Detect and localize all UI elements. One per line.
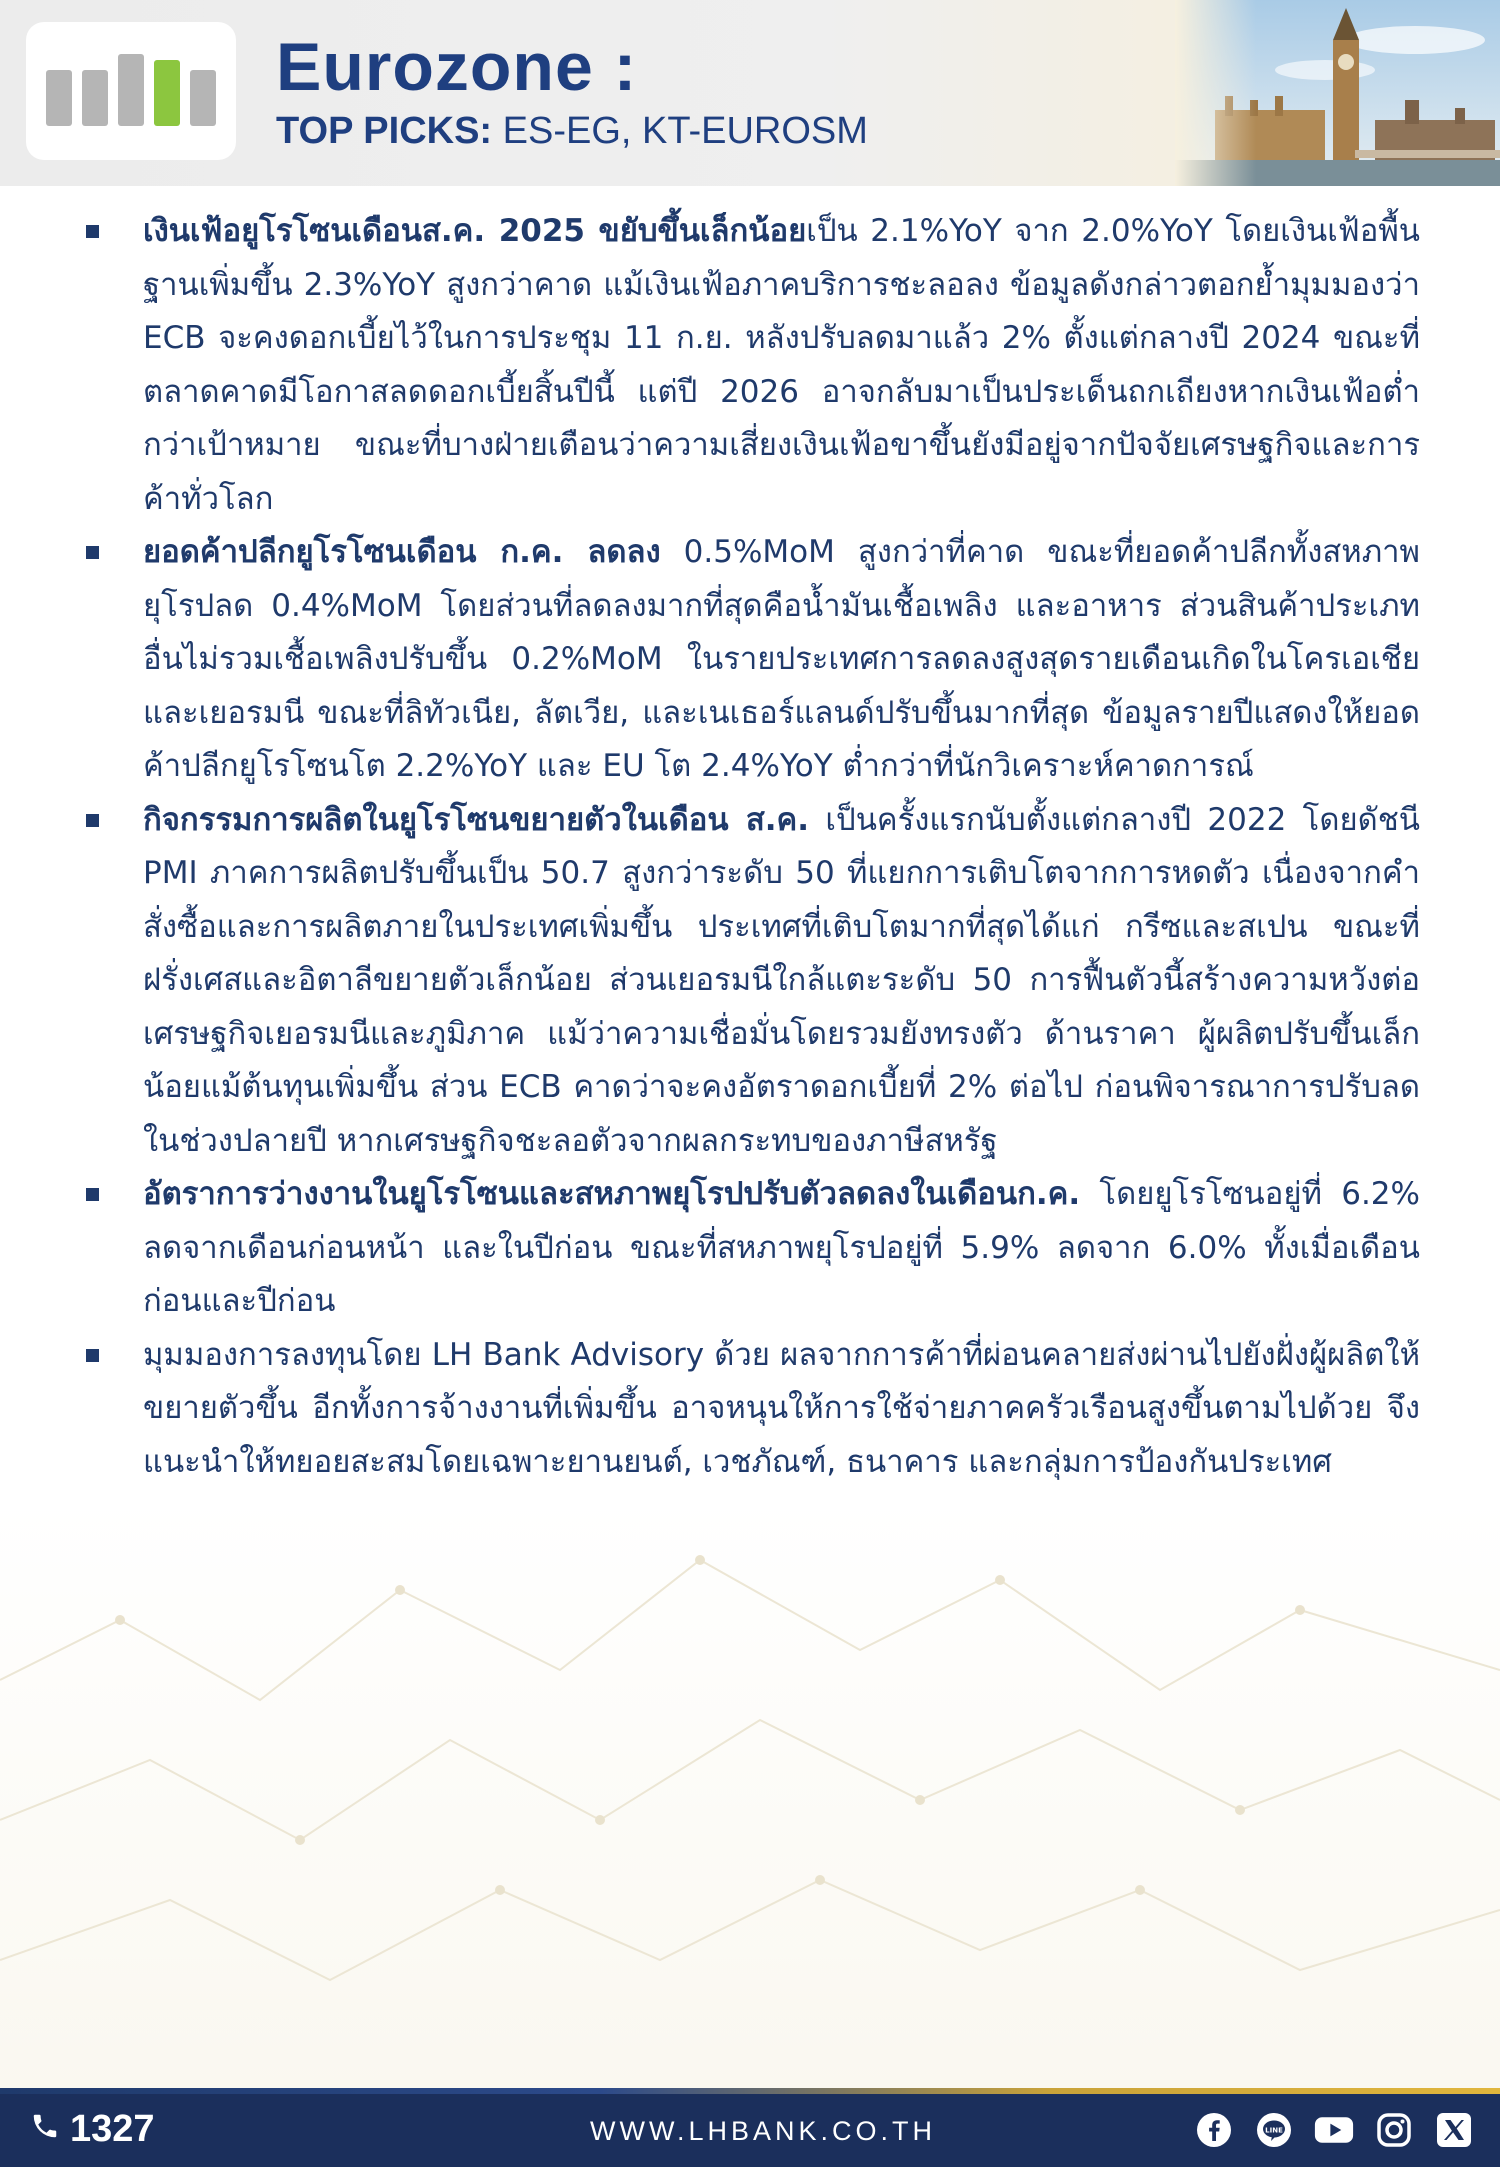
- website-link[interactable]: WWW.LHBANK.CO.TH: [590, 2116, 936, 2146]
- bullet-list: [80, 205, 1420, 1489]
- phone-icon: [30, 2108, 60, 2151]
- bullet-marker: [86, 225, 99, 238]
- bullet-text: 0.5%MoM สูงกว่าที่คาด ขณะที่ยอดค้าปลีกทั้งสหภาพยุโรปลด 0.4%MoM โดยส่วนที่ลดลงมากที่สุดคือน้ำมันเชื้อเพลิง และอาหาร ส่วนสินค้าประเภทอื่นไม่รวมเชื้อเพลิงปรับขึ้น 0.2%MoM ในรายประเทศการลดลงสูงสุดรายเดือนเกิดในโครเอเชียและเยอรมนี ขณะที่ลิทัวเนีย, ลัตเวีย, และเนเธอร์แลนด์ปรับขึ้นมากที่สุด ข้อมูลรายปีแสดงให้ยอดค้าปลีกยูโรโซนโต 2.2%YoY และ EU โต 2.4%YoY ต่ำกว่าที่นักวิเคราะห์คาดการณ์: [143, 534, 1420, 784]
- bullet-marker: [86, 546, 99, 559]
- logo-green-bar: [154, 60, 180, 126]
- bullet-heading: กิจกรรมการผลิตในยูโรโซนขยายตัวในเดือน ส.ค.: [143, 801, 810, 838]
- bullet-text: มุมมองการลงทุนโดย LH Bank Advisory ด้วย ผลจากการค้าที่ผ่อนคลายส่งผ่านไปยังฝั่งผู้ผลิตให้ขยายตัวขึ้น อีกทั้งการจ้างงานที่เพิ่มขึ้น อาจหนุนให้การใช้จ่ายภาคครัวเรือนสูงขึ้นตามไปด้วย จึงแนะนำให้ทยอยสะสมโดยเฉพาะยานยนต์, เวชภัณฑ์, ธนาคาร และกลุ่มการป้องกันประเทศ: [143, 1336, 1420, 1480]
- bullet-text: โดยยูโรโซนอยู่ที่ 6.2% ลดจากเดือนก่อนหน้า และในปีก่อน ขณะที่สหภาพยุโรปอยู่ที่ 5.9% ลดจาก 6.0% ทั้งเมื่อเดือนก่อนและปีก่อน: [143, 1176, 1420, 1319]
- background-pattern: [0, 1500, 1500, 2090]
- social-links: [1194, 2110, 1474, 2150]
- bullet-heading: อัตราการว่างงานในยูโรโซนและสหภาพยุโรปปรับตัวลดลงในเดือนก.ค.: [143, 1176, 1081, 1212]
- list-item: [80, 794, 1420, 1169]
- paragraph: [143, 526, 1420, 794]
- bullet-heading: ยอดค้าปลีกยูโรโซนเดือน ก.ค. ลดลง: [143, 534, 661, 570]
- facebook-icon[interactable]: [1194, 2110, 1234, 2150]
- paragraph: [143, 1329, 1420, 1490]
- list-item: [80, 1329, 1420, 1490]
- top-picks: [276, 110, 868, 153]
- paragraph: [143, 794, 1420, 1169]
- page-header: [0, 0, 1500, 186]
- list-item: [80, 205, 1420, 526]
- paragraph: [143, 1168, 1420, 1329]
- page-title: Eurozone :: [276, 29, 638, 105]
- line-icon[interactable]: [1254, 2110, 1294, 2150]
- youtube-icon[interactable]: [1314, 2110, 1354, 2150]
- list-item: [80, 1168, 1420, 1329]
- top-picks-label: TOP PICKS:: [276, 110, 493, 152]
- phone-number: 1327: [70, 2108, 155, 2150]
- bullet-heading: เงินเฟ้อยูโรโซนเดือนส.ค. 2025 ขยับขึ้นเล็กน้อย: [143, 213, 807, 249]
- bullet-text: เป็น 2.1%YoY จาก 2.0%YoY โดยเงินเฟ้อพื้นฐานเพิ่มขึ้น 2.3%YoY สูงกว่าคาด แม้เงินเฟ้อภาคบริการชะลอลง ข้อมูลดังกล่าวตอกย้ำมุมมองว่า ECB จะคงดอกเบี้ยไว้ในการประชุม 11 ก.ย. หลังปรับลดมาแล้ว 2% ตั้งแต่กลางปี 2024 ขณะที่ตลาดคาดมีโอกาสลดดอกเบี้ยสิ้นปีนี้ แต่ปี 2026 อาจกลับมาเป็นประเด็นถกเถียงหากเงินเฟ้อต่ำกว่าเป้าหมาย ขณะที่บางฝ่ายเตือนว่าความเสี่ยงเงินเฟ้อขาขึ้นยังมีอยู่จากปัจจัยเศรษฐกิจและการค้าทั่วโลก: [143, 213, 1420, 517]
- page-footer: [0, 2094, 1500, 2167]
- list-item: [80, 526, 1420, 794]
- bank-logo: [26, 22, 236, 160]
- bullet-marker: [86, 1349, 99, 1362]
- top-picks-value: ES-EG, KT-EUROSM: [502, 110, 868, 152]
- svg-text:LINE: LINE: [1265, 2126, 1283, 2135]
- bullet-text: เป็นครั้งแรกนับตั้งแต่กลางปี 2022 โดยดัชนี PMI ภาคการผลิตปรับขึ้นเป็น 50.7 สูงกว่าระดับ 50 ที่แยกการเติบโตจากการหดตัว เนื่องจากคำสั่งซื้อและการผลิตภายในประเทศเพิ่มขึ้น ประเทศที่เติบโตมากที่สุดได้แก่ กรีซและสเปน ขณะที่ฝรั่งเศสและอิตาลีขยายตัวเล็กน้อย ส่วนเยอรมนีใกล้แตะระดับ 50 การฟื้นตัวนี้สร้างความหวังต่อเศรษฐกิจเยอรมนีและภูมิภาค แม้ว่าความเชื่อมั่นโดยรวมยังทรงตัว ด้านราคา ผู้ผลิตปรับขึ้นเล็กน้อยแม้ต้นทุนเพิ่มขึ้น ส่วน ECB คาดว่าจะคงอัตราดอกเบี้ยที่ 2% ต่อไป ก่อนพิจารณาการปรับลดในช่วงปลายปี หากเศรษฐกิจชะลอตัวจากผลกระทบของภาษีสหรัฐ: [143, 801, 1420, 1159]
- bullet-marker: [86, 814, 99, 827]
- hotline[interactable]: [30, 2108, 155, 2151]
- london-skyline-image: [1175, 0, 1500, 186]
- paragraph: [143, 205, 1420, 526]
- instagram-icon[interactable]: [1374, 2110, 1414, 2150]
- bullet-marker: [86, 1188, 99, 1201]
- x-icon[interactable]: [1434, 2110, 1474, 2150]
